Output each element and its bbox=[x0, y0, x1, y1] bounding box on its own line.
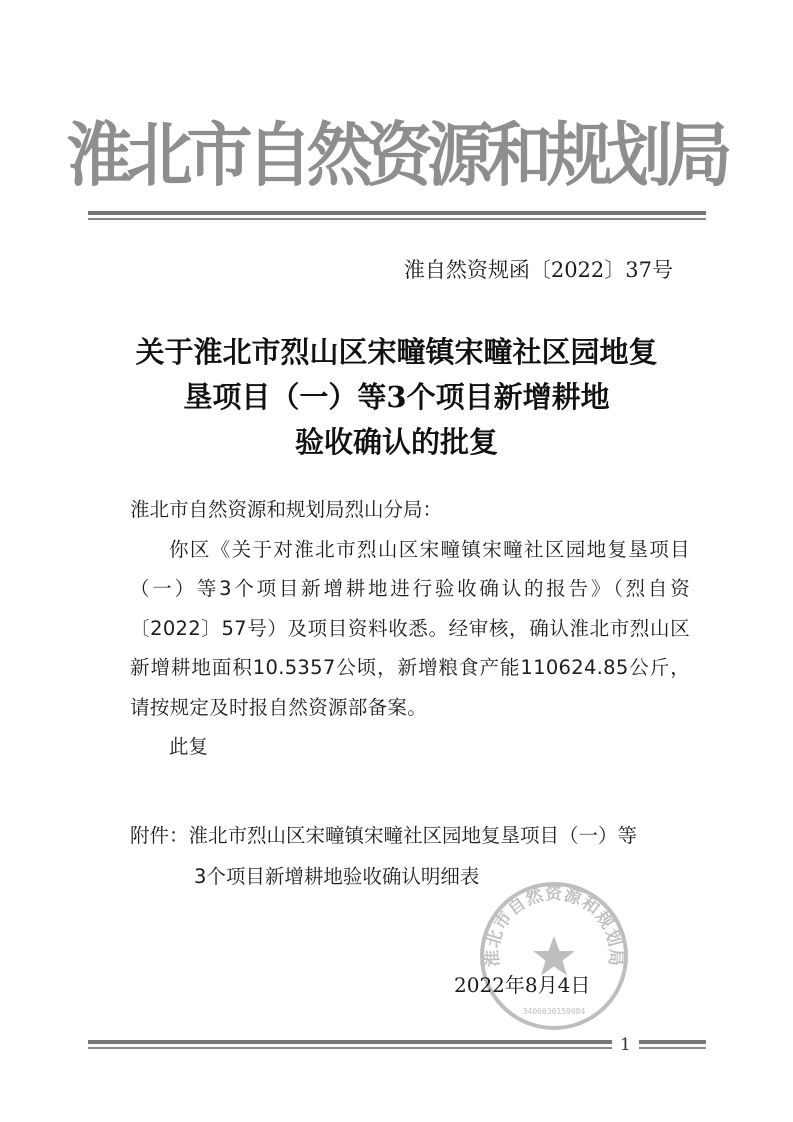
body-paragraph: 你区《关于对淮北市烈山区宋疃镇宋疃社区园地复垦项目（一）等3个项目新增耕地进行验收确认的报告》（烈自资〔2022〕57号）及项目资料收悉。经审核，确认淮北市烈山区新增耕地面积10.5357公顷，新增粮食产能110624.85公斤，请按规定及时报自然资源部备案。 bbox=[130, 537, 690, 719]
document-title bbox=[90, 330, 703, 465]
seal-text: 淮北市自然资源和规划局 bbox=[482, 884, 626, 968]
organization-header: 淮北市自然资源和规划局 bbox=[66, 115, 727, 196]
recipient-line: 淮北市自然资源和规划局烈山分局： bbox=[130, 498, 443, 521]
seal-code: 3406030159084 bbox=[522, 1007, 586, 1016]
header-rule-thin bbox=[88, 218, 706, 220]
page-number: 1 bbox=[612, 1035, 639, 1055]
title-line-1: 关于淮北市烈山区宋疃镇宋疃社区园地复 bbox=[135, 335, 658, 369]
closing-line: 此复 bbox=[169, 735, 209, 758]
header-rule-thick bbox=[88, 211, 706, 215]
document-number: 淮自然资规函〔2022〕37号 bbox=[403, 258, 673, 282]
title-line-3: 验收确认的批复 bbox=[294, 425, 498, 459]
document-date: 2022年8月4日 bbox=[454, 973, 591, 997]
attachment-line-2: 3个项目新增耕地验收确认明细表 bbox=[194, 865, 480, 888]
attachment-line-1: 附件：淮北市烈山区宋疃镇宋疃社区园地复垦项目（一）等 bbox=[130, 824, 638, 847]
document-body bbox=[130, 490, 690, 767]
title-line-2: 垦项目（一）等3个项目新增耕地 bbox=[183, 380, 610, 414]
official-seal bbox=[478, 880, 630, 1032]
